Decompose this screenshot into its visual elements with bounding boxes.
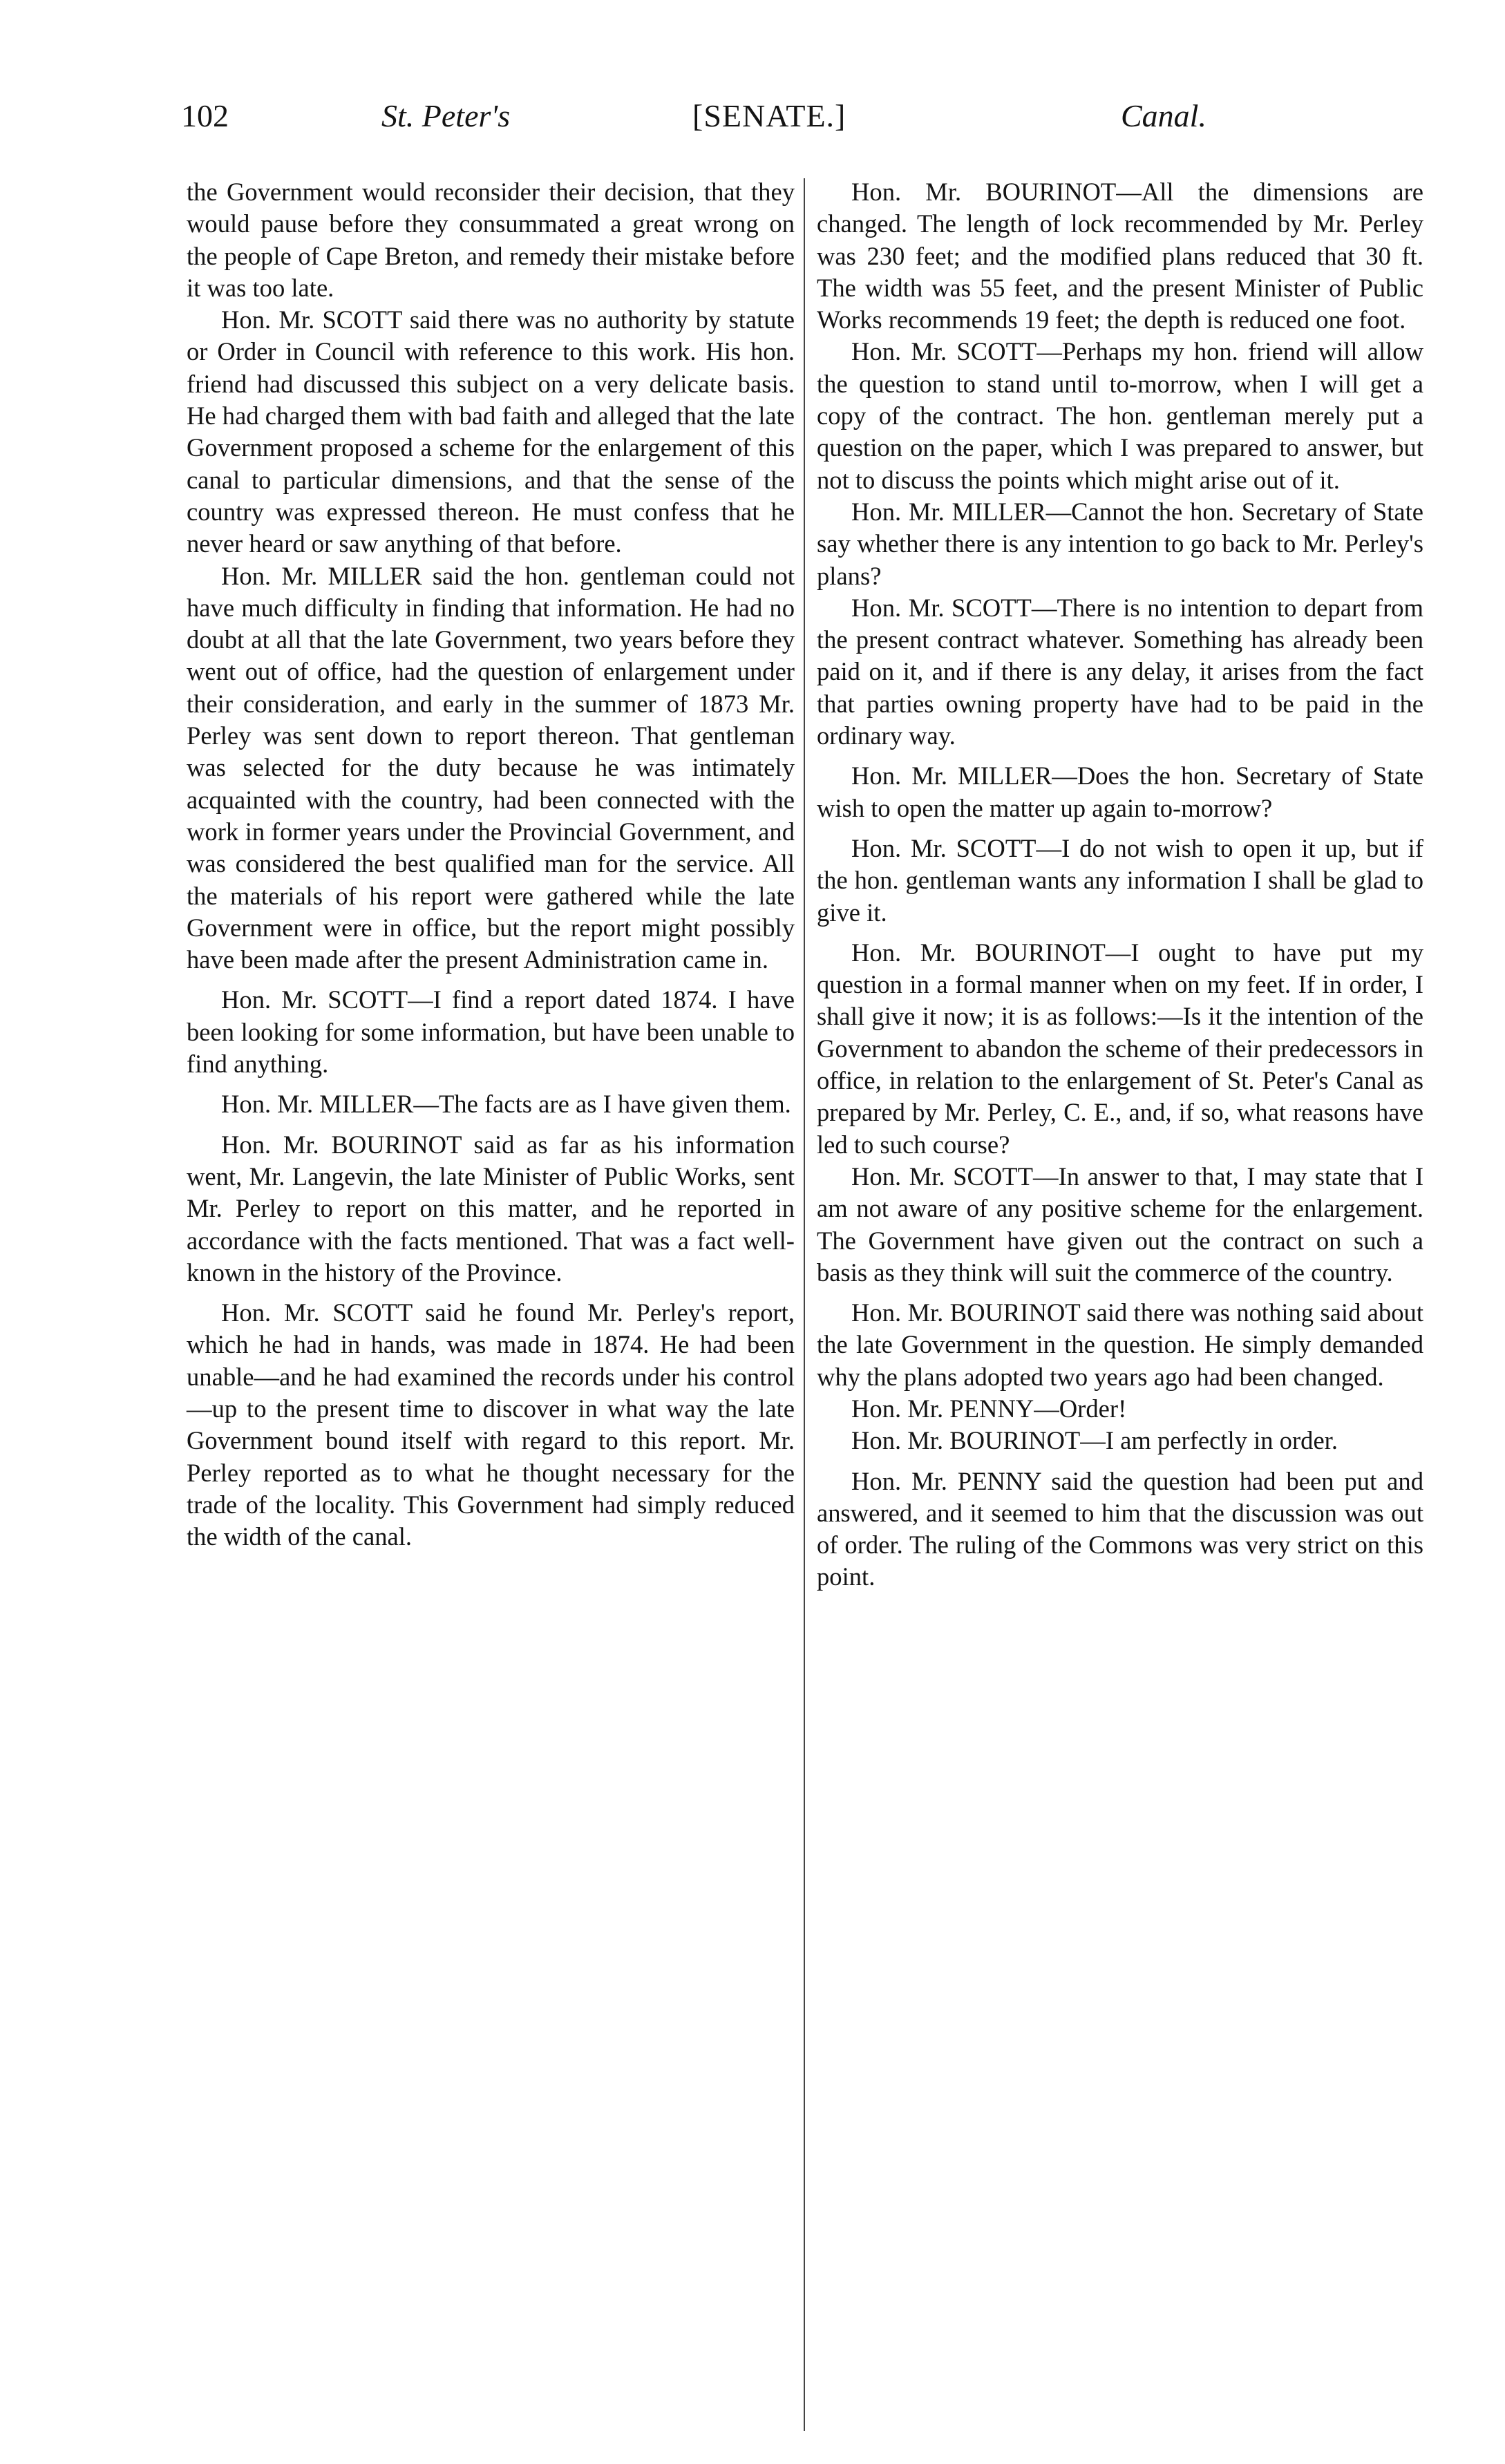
paragraph: Hon. Mr. SCOTT—I do not wish to open it up, but if the hon. gentleman wants any information I shall be glad to give it. xyxy=(817,833,1423,927)
paragraph: Hon. Mr. SCOTT said there was no authority by statute or Order in Council with reference to this work. His hon. friend had discussed this subject on a very delicate basis. He had charged them with bad faith and alleged that the late Government proposed a scheme for the enlargement of this canal to particular dimensions, and that the sense of the country was expressed thereon. He must confess that he never heard or saw anything of that before. xyxy=(187,305,795,558)
paragraph: Hon. Mr. BOURINOT—I ought to have put my question in a formal manner when on my feet. If in order, I shall give it now; it is as follows:—Is it the intention of the Government to abandon the scheme of their predecessors in office, in relation to the enlargement of St. Peter's Canal as prepared by Mr. Perley, C. E., and, if so, what reasons have led to such course? xyxy=(817,938,1423,1159)
paragraph: Hon. Mr. MILLER said the hon. gentleman could not have much difficulty in finding that information. He had no doubt at all that the late Government, two years before they went out of office, had the question of enlargement under their consideration, and early in the summer of 1873 Mr. Perley was sent down to report thereon. That gentleman was selected for the duty because he was intimately acquainted with the country, had been connected with the work in former years under the Provincial Government, and was considered the best qualified man for the service. All the materials of his report were gathered while the late Government were in office, but the report might possibly have been made after the present Administration came in. xyxy=(187,561,795,974)
paragraph: Hon. Mr. MILLER—The facts are as I have given them. xyxy=(221,1090,791,1119)
paragraph: Hon. Mr. BOURINOT said as far as his information went, Mr. Langevin, the late Minister of Public Works, sent Mr. Perley to report on this matter, and he reported in accordance with the facts mentioned. That was a fact well-known in the history of the Province. xyxy=(187,1130,795,1287)
paragraph: Hon. Mr. SCOTT—Perhaps my hon. friend will allow the question to stand until to-morrow, when I will get a copy of the contract. The hon. gentleman merely put a question on the paper, which I was prepared to answer, but not to discuss the points which might arise out of it. xyxy=(817,337,1423,494)
paragraph: Hon. Mr. MILLER—Does the hon. Secretary of State wish to open the matter up again to-morrow? xyxy=(817,761,1423,822)
paragraph: Hon. Mr. SCOTT—In answer to that, I may state that I am not aware of any positive scheme for the enlargement. The Government have given out the contract on such a basis as they think will suit the commerce of the country. xyxy=(817,1162,1423,1287)
left-column xyxy=(187,176,795,1553)
paragraph: the Government would reconsider their decision, that they would pause before they consummated a great wrong on the people of Cape Breton, and remedy their mistake before it was too late. xyxy=(187,178,795,302)
right-column xyxy=(817,176,1423,1593)
paragraph: Hon. Mr. MILLER—Cannot the hon. Secretary of State say whether there is any intention to go back to Mr. Perley's plans? xyxy=(817,497,1423,590)
running-title-right: Canal. xyxy=(1121,98,1206,133)
paragraph: Hon. Mr. SCOTT—I find a report dated 1874. I have been looking for some information, but have been unable to find anything. xyxy=(187,985,795,1079)
running-title-center: [SENATE.] xyxy=(692,98,846,133)
paragraph: Hon. Mr. BOURINOT said there was nothing said about the late Government in the question. He simply demanded why the plans adopted two years ago had been changed. xyxy=(817,1298,1423,1391)
paragraph: Hon. Mr. PENNY—Order! xyxy=(851,1394,1127,1423)
page-header xyxy=(181,95,1238,137)
column-divider xyxy=(804,178,805,2431)
running-title-left: St. Peter's xyxy=(381,98,511,133)
paragraph: Hon. Mr. SCOTT—There is no intention to depart from the present contract whatever. Something has already been paid on it, and if there is any delay, it arises from the fact that parties owning property have had to be paid in the ordinary way. xyxy=(817,593,1423,750)
paragraph: Hon. Mr. BOURINOT—All the dimensions are changed. The length of lock recommended by Mr. Perley was 230 feet; and the modified plans reduced that 30 ft. The width was 55 feet, and the present Minister of Public Works recommends 19 feet; the depth is reduced one foot. xyxy=(817,178,1423,334)
page-number: 102 xyxy=(181,98,229,133)
paragraph: Hon. Mr. BOURINOT—I am perfectly in order. xyxy=(851,1426,1338,1455)
paragraph: Hon. Mr. SCOTT said he found Mr. Perley's report, which he had in hands, was made in 1874. He had been unable—and he had examined the records under his control—up to the present time to discover in what way the late Government bound itself with regard to this report. Mr. Perley reported as to what he thought necessary for the trade of the locality. This Government had simply reduced the width of the canal. xyxy=(187,1298,795,1551)
paragraph: Hon. Mr. PENNY said the question had been put and answered, and it seemed to him that the discussion was out of order. The ruling of the Commons was very strict on this point. xyxy=(817,1466,1423,1591)
